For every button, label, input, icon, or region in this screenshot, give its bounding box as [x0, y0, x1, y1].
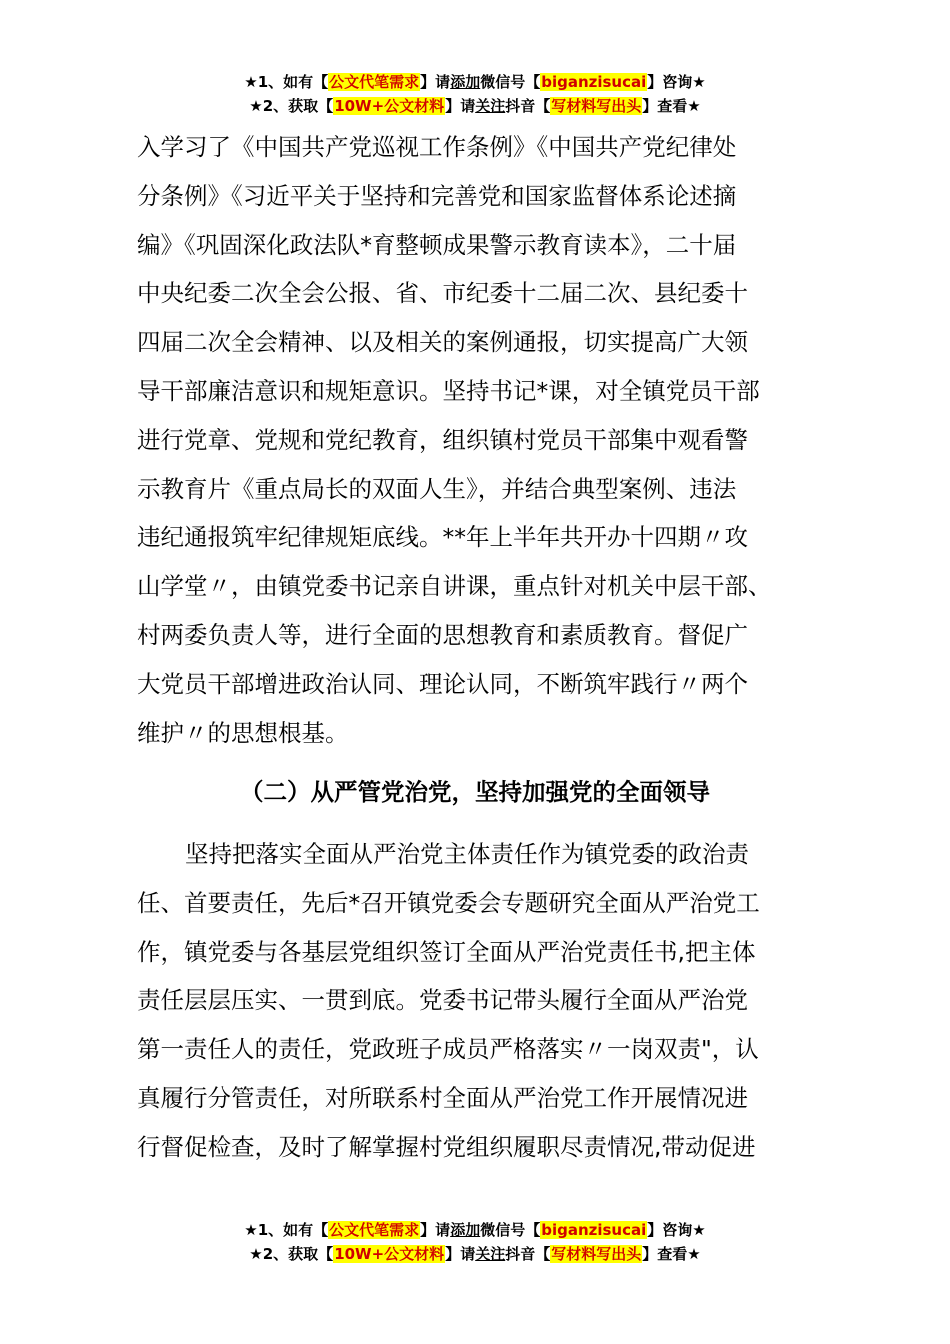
- banner-text: 抖音【: [505, 1245, 551, 1263]
- text-line: 任、首要责任，先后*召开镇党委会专题研究全面从严治党工: [137, 888, 760, 917]
- text-line: 行督促检查，及时了解掌握村党组织履职尽责情况,带动促进: [137, 1132, 756, 1161]
- banner-text: ★1、如有【: [244, 73, 329, 91]
- highlight-materials: 10W+公文材料: [334, 1245, 445, 1263]
- highlight-service: 公文代笔需求: [329, 73, 420, 91]
- text-line: 维护〃的思想根基。: [137, 718, 349, 747]
- underlined-add: 添加: [450, 73, 481, 91]
- highlight-service: 公文代笔需求: [329, 1221, 420, 1239]
- banner-text: 抖音【: [505, 97, 551, 115]
- text-line: 入学习了《中国共产党巡视工作条例》《中国共产党纪律处: [137, 133, 737, 161]
- text-line: 大党员干部增进政治认同、理论认同，不断筑牢践行〃两个: [137, 669, 748, 698]
- banner-text: 】请: [420, 73, 451, 91]
- text-line: 导干部廉洁意识和规矩意识。坚持书记*课，对全镇党员干部: [137, 376, 760, 405]
- banner-text: ★1、如有【: [244, 1221, 329, 1239]
- text-line: 第一责任人的责任，党政班子成员严格落实〃一岗双责"，认: [137, 1035, 759, 1064]
- top-banner-line-1: [0, 70, 950, 94]
- text-line: 村两委负责人等，进行全面的思想教育和素质教育。督促广: [137, 620, 748, 649]
- section-heading: （二）从严管党治党，坚持加强党的全面领导: [240, 778, 710, 806]
- text-line: 作，镇党委与各基层党组织签订全面从严治党责任书,把主体: [137, 937, 756, 966]
- text-line: 违纪通报筑牢纪律规矩底线。**年上半年共开办十四期〃攻: [137, 523, 748, 552]
- underlined-follow: 关注: [475, 1245, 506, 1263]
- text-line: 山学堂〃，由镇党委书记亲自讲课，重点针对机关中层干部、: [137, 572, 772, 601]
- text-line: 编》《巩固深化政法队*育整顿成果警示教育读本》，二十届: [137, 230, 737, 259]
- bottom-banner-line-2: [0, 1242, 950, 1266]
- underlined-follow: 关注: [475, 97, 506, 115]
- highlight-douyin: 写材料写出头: [551, 97, 642, 115]
- banner-text: 微信号【: [480, 1221, 541, 1239]
- text-line: 坚持把落实全面从严治党主体责任作为镇党委的政治责: [185, 840, 749, 868]
- text-line: 四届二次全会精神、以及相关的案例通报，切实提高广大领: [137, 328, 748, 357]
- banner-text: 】请: [420, 1221, 451, 1239]
- paragraph-2: [137, 830, 827, 1172]
- highlight-douyin: 写材料写出头: [551, 1245, 642, 1263]
- text-line: 中央纪委二次全会公报、省、市纪委十二届二次、县纪委十: [137, 279, 748, 308]
- highlight-materials: 10W+公文材料: [334, 97, 445, 115]
- text-line: 真履行分管责任，对所联系村全面从严治党工作开展情况进: [137, 1083, 748, 1112]
- banner-text: ★2、获取【: [249, 97, 334, 115]
- paragraph-1: [137, 123, 827, 757]
- banner-text: 】请: [445, 1245, 476, 1263]
- text-line: 进行党章、党规和党纪教育，组织镇村党员干部集中观看警: [137, 425, 748, 454]
- bottom-banner-line-1: [0, 1218, 950, 1242]
- banner-text: 微信号【: [480, 73, 541, 91]
- top-banner-line-2: [0, 94, 950, 118]
- text-line: 责任层层压实、一贯到底。党委书记带头履行全面从严治党: [137, 986, 748, 1015]
- banner-text: 】咨询★: [647, 1221, 706, 1239]
- banner-text: 】查看★: [642, 1245, 701, 1263]
- highlight-wechat-id: biganzisucai: [541, 73, 647, 91]
- text-line: 示教育片《重点局长的双面人生》，并结合典型案例、违法: [137, 474, 737, 503]
- highlight-wechat-id: biganzisucai: [541, 1221, 647, 1239]
- banner-text: ★2、获取【: [249, 1245, 334, 1263]
- underlined-add: 添加: [450, 1221, 481, 1239]
- banner-text: 】咨询★: [647, 73, 706, 91]
- banner-text: 】查看★: [642, 97, 701, 115]
- banner-text: 】请: [445, 97, 476, 115]
- text-line: 分条例》《习近平关于坚持和完善党和国家监督体系论述摘: [137, 181, 737, 210]
